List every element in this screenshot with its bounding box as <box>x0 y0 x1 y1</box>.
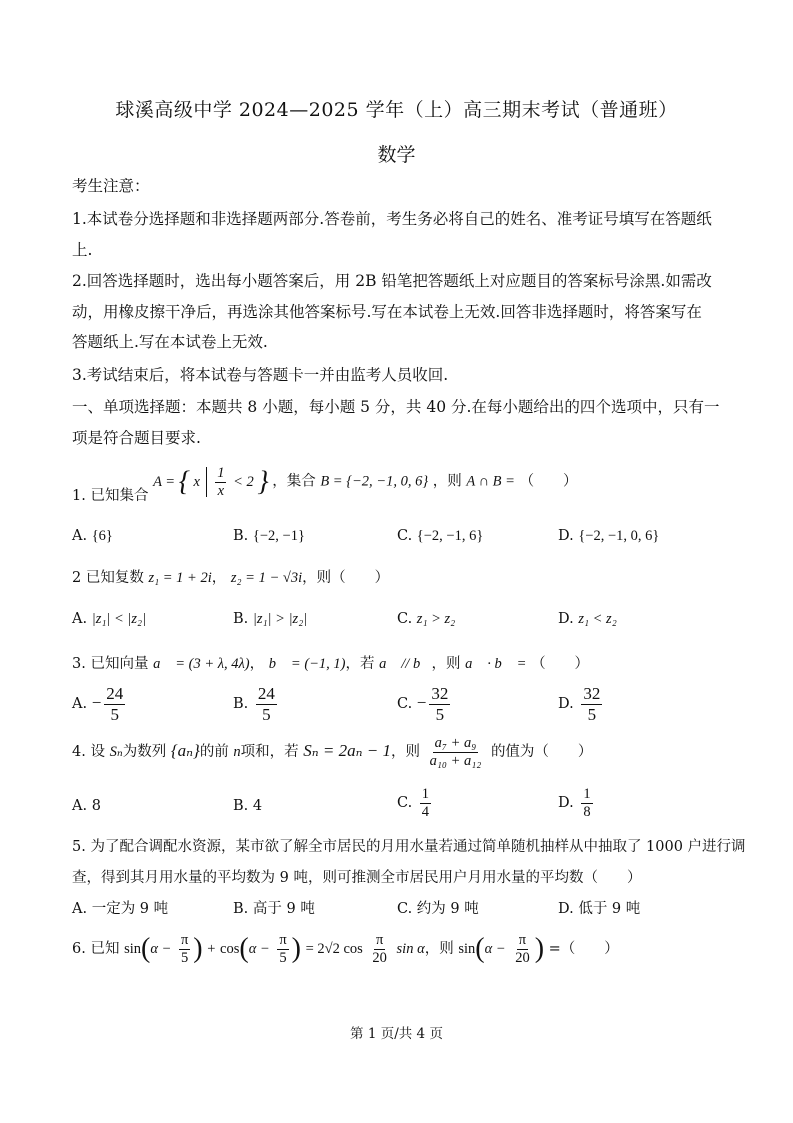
question-5-line2: 查，得到其月用水量的平均数为 9 吨，则可推测全市居民用户月用水量的平均数（ ） <box>72 870 642 886</box>
q6-arg-3: α − <box>484 941 506 958</box>
q1-option-a-letter: A. <box>72 528 88 544</box>
q2-z1: z₁ = 1 + 2i <box>148 570 212 586</box>
q1-set-a-var: x <box>193 473 200 490</box>
q3-option-d[interactable] <box>558 684 605 724</box>
q3-option-b-num: 24 <box>257 684 275 703</box>
q4-condition: Sₙ = 2aₙ − 1 <box>303 741 392 761</box>
q4-suffix: 的值为（ ） <box>490 744 593 761</box>
q5-option-c[interactable]: C. 约为 9 吨 <box>397 901 479 917</box>
q1-option-b-value: {−2, −1} <box>252 528 305 544</box>
q3-option-c[interactable] <box>397 684 453 724</box>
q1-set-a-lhs: A = <box>153 473 176 490</box>
q2-option-d-value: z₁ < z₂ <box>578 611 617 627</box>
q3-condition: a⃗ // b⃗ <box>379 656 432 672</box>
q2-suffix: ，则（ ） <box>302 570 390 586</box>
q3-prefix: 3. 已知向量 <box>72 656 149 672</box>
notice-heading: 考生注意： <box>72 177 150 195</box>
q2-option-b-letter: B. <box>233 611 249 627</box>
q3-option-b-den: 5 <box>262 704 271 724</box>
q1-frac-num: 1 <box>217 465 225 481</box>
q2-sep: ， <box>211 570 227 586</box>
q2-option-a-value: |z₁| < |z₂| <box>91 611 147 627</box>
q3-option-c-fraction <box>429 684 450 724</box>
q1-expr: A ∩ B = <box>466 473 515 490</box>
q1-option-c-value: {−2, −1, 6} <box>416 528 484 544</box>
q6-paren-close-2: ) <box>291 933 301 965</box>
q4-mid4: ，则 <box>391 744 421 761</box>
q6-arg-2: α − <box>248 941 270 958</box>
q6-mid: ，则 <box>424 941 454 958</box>
q6-paren-open-3: ( <box>475 933 485 965</box>
q2-option-a-letter: A. <box>72 611 88 627</box>
notice-item-1a: 1.本试卷分选择题和非选择题两部分.答卷前，考生务必将自己的姓名、准考证号填写在答题纸 <box>72 210 712 228</box>
q4-option-b[interactable]: B. 4 <box>233 798 263 814</box>
q4-option-d-num: 1 <box>583 786 591 802</box>
q1-option-d-value: {−2, −1, 0, 6} <box>578 528 660 544</box>
question-1 <box>72 465 578 504</box>
q1-prefix: 1. 已知集合 <box>72 487 149 504</box>
q3-option-b[interactable] <box>233 684 280 724</box>
q2-option-d-letter: D. <box>558 611 574 627</box>
q1-paren: （ ） <box>519 473 578 490</box>
q4-n: n <box>233 744 241 761</box>
q4-option-d-den: 8 <box>583 803 591 820</box>
q3-option-c-sign: − <box>416 693 427 713</box>
q3-option-d-num: 32 <box>583 684 601 703</box>
exam-title: 球溪高级中学 2024—2025 学年（上）高三期末考试（普通班） <box>115 99 678 121</box>
q3-option-a-den: 5 <box>110 704 120 724</box>
q6-plus: + <box>207 941 216 958</box>
q1-option-b-letter: B. <box>233 528 249 544</box>
q3-expr: a⃗ · b⃗ = <box>465 656 527 672</box>
q3-option-a-sign: − <box>91 693 102 713</box>
q2-option-a[interactable] <box>72 611 146 628</box>
q3-option-d-letter: D. <box>558 696 574 713</box>
q3-paren: （ ） <box>531 656 590 672</box>
q6-equals: = 2√2 cos <box>305 941 363 958</box>
q3-vector-b: b⃗ = (−1, 1) <box>268 656 346 672</box>
q3-option-c-num: 32 <box>431 684 449 703</box>
q6-paren-close-1: ) <box>193 933 203 965</box>
q6-frac-2-den: 5 <box>279 949 287 966</box>
q5-option-a[interactable]: A. 一定为 9 吨 <box>72 901 169 917</box>
q4-option-c-den: 4 <box>421 803 430 820</box>
q4-option-d[interactable] <box>558 786 596 820</box>
q1-set-a-fraction <box>215 465 226 499</box>
notice-item-1b: 上. <box>72 241 93 259</box>
q6-frac-3 <box>370 932 389 966</box>
q5-option-b[interactable]: B. 高于 9 吨 <box>233 901 315 917</box>
q6-prefix: 6. 已知 <box>72 941 120 958</box>
q3-option-d-fraction <box>581 684 602 724</box>
q3-sep: ， <box>249 656 265 672</box>
q4-option-d-letter: D. <box>558 795 574 812</box>
section-heading-line1: 一、单项选择题：本题共 8 小题，每小题 5 分，共 40 分.在每小题给出的四个选项中，只有一 <box>72 398 720 416</box>
q1-option-a-value: {6} <box>91 528 113 544</box>
q4-fraction <box>428 735 484 769</box>
q3-option-a-letter: A. <box>72 696 88 713</box>
q2-option-b-value: |z₁| > |z₂| <box>252 611 308 627</box>
q2-option-b[interactable] <box>233 611 307 628</box>
q6-paren-open-2: ( <box>239 933 249 965</box>
q3-option-b-fraction <box>256 684 277 724</box>
q6-frac-1-num: π <box>180 932 189 948</box>
q3-option-d-den: 5 <box>587 704 597 724</box>
q1-option-d[interactable] <box>558 528 659 545</box>
q1-suffix: ，则 <box>432 473 462 490</box>
q3-mid: ，若 <box>345 656 375 672</box>
q1-brace-left: { <box>178 466 190 498</box>
exam-subject: 数学 <box>377 144 416 166</box>
q6-sin-alpha: sin α <box>396 941 425 958</box>
q4-option-d-fraction <box>581 786 592 820</box>
q4-mid: 为数列 <box>122 744 167 761</box>
q2-z2: z₂ = 1 − √3i <box>230 570 303 586</box>
q6-frac-3-num: π <box>376 932 384 948</box>
q1-option-b[interactable] <box>233 528 305 545</box>
q4-option-c[interactable] <box>397 786 434 820</box>
q6-frac-2 <box>277 932 288 966</box>
q1-mid: ，集合 <box>272 473 316 490</box>
q4-mid3: 项和，若 <box>240 744 299 761</box>
q4-frac-den: a₁₀ + a₁₂ <box>429 752 482 769</box>
q6-paren-close-3: ) <box>534 933 545 965</box>
question-2 <box>72 566 389 587</box>
q4-sn: Sₙ <box>109 744 123 761</box>
question-3 <box>72 652 589 673</box>
q6-frac-4 <box>513 932 532 966</box>
q3-mid2: ，则 <box>431 656 461 672</box>
q2-prefix: 2 已知复数 <box>72 570 144 586</box>
q4-option-c-num: 1 <box>421 786 430 802</box>
question-5-line1: 5. 为了配合调配水资源，某市欲了解全市居民的月用水量若通过简单随机抽样从中抽取了 1000 户进行调 <box>72 839 746 855</box>
q1-frac-den: x <box>217 482 225 499</box>
notice-item-2c: 答题纸上.写在本试卷上无效. <box>72 333 268 351</box>
q4-option-c-fraction <box>420 786 431 820</box>
q4-prefix: 4. 设 <box>72 744 105 761</box>
section-heading-line2: 项是符合题目要求. <box>72 429 201 447</box>
q4-frac-num: a₇ + a₉ <box>434 735 477 751</box>
notice-item-2b: 动，用橡皮擦干净后，再选涂其他答案标号.写在本试卷上无效.回答非选择题时，将答案写在 <box>72 303 702 321</box>
q6-sin-2: sin <box>458 941 476 958</box>
q3-option-a[interactable] <box>72 684 128 724</box>
q1-option-c-letter: C. <box>397 528 413 544</box>
q6-frac-1 <box>179 932 190 966</box>
q6-arg-1: α − <box>150 941 172 958</box>
q1-set-b: B = {−2, −1, 0, 6} <box>320 473 429 490</box>
q6-frac-2-num: π <box>279 932 287 948</box>
q2-option-d[interactable] <box>558 611 617 628</box>
q3-option-a-fraction <box>104 684 125 724</box>
q6-frac-4-den: 20 <box>515 949 530 966</box>
q1-set-a <box>153 465 272 499</box>
page-footer: 第 1 页/共 4 页 <box>350 1026 443 1042</box>
q1-set-bar <box>206 467 207 497</box>
q1-option-d-letter: D. <box>558 528 574 544</box>
q4-mid2: 的前 <box>199 744 229 761</box>
q6-paren-open-1: ( <box>140 933 151 965</box>
q6-cos-1: cos <box>220 941 240 958</box>
q1-brace-right: } <box>257 466 269 498</box>
q1-set-a-rhs: < 2 <box>233 473 254 490</box>
q2-option-c-letter: C. <box>397 611 413 627</box>
q2-option-c[interactable] <box>397 611 455 628</box>
question-4 <box>72 735 592 769</box>
q3-option-c-letter: C. <box>397 696 413 713</box>
question-6 <box>72 932 619 966</box>
notice-item-3: 3.考试结束后，将本试卷与答题卡一并由监考人员收回. <box>72 366 449 384</box>
q3-option-c-den: 5 <box>435 704 445 724</box>
q4-option-a[interactable]: A. 8 <box>72 798 101 814</box>
q1-option-a[interactable] <box>72 528 113 545</box>
q6-tail: =（ ） <box>548 941 619 958</box>
q3-option-a-num: 24 <box>106 684 124 703</box>
q6-frac-1-den: 5 <box>180 949 189 966</box>
q6-frac-3-den: 20 <box>372 949 387 966</box>
q6-frac-4-num: π <box>518 932 527 948</box>
notice-item-2a: 2.回答选择题时，选出每小题答案后，用 2B 铅笔把答题纸上对应题目的答案标号涂黑.如需改 <box>72 272 712 290</box>
q4-option-c-letter: C. <box>397 795 413 812</box>
q6-sin-1: sin <box>124 941 141 958</box>
q3-vector-a: a⃗ = (3 + λ, 4λ) <box>153 656 250 672</box>
q5-option-d[interactable]: D. 低于 9 吨 <box>558 901 641 917</box>
q2-option-c-value: z₁ > z₂ <box>416 611 456 627</box>
q3-option-b-letter: B. <box>233 696 249 713</box>
q4-sequence: {aₙ} <box>170 741 200 761</box>
q1-option-c[interactable] <box>397 528 483 545</box>
